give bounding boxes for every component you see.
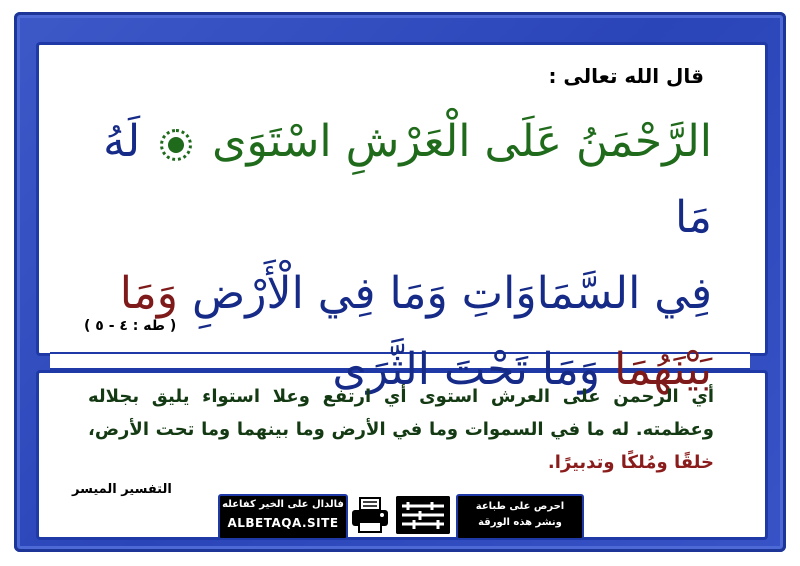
verse-segment: لَهُ مَا — [103, 116, 712, 243]
site-url: ALBETAQA.SITE — [227, 516, 339, 530]
quran-verse — [68, 104, 712, 408]
verse-segment: بَيْنَهُمَا — [614, 344, 712, 395]
dawa-paper-logo — [396, 496, 450, 534]
printer-icon — [350, 496, 390, 534]
appeal-line-2: ونشر هذه الورقة — [478, 517, 562, 528]
verse-segment: فِي السَّمَاوَاتِ وَمَا فِي الْأَرْضِ — [192, 268, 712, 319]
tafsir-text — [88, 380, 714, 479]
tafsir-body: أي الرحمن على العرش استوى أي ارتفع وعلا استواء يليق بجلاله وعظمته. له ما في السموات وما في الأرض وما بينهما وما تحت الأرض، — [88, 386, 714, 440]
verse-line-1 — [68, 104, 712, 256]
intro-text: قال الله تعالى : — [548, 64, 704, 88]
tafsir-source: التفسير الميسر — [72, 482, 172, 497]
tafsir-highlight: خلقًا ومُلكًا وتدبيرًا. — [547, 452, 714, 473]
site-badge — [218, 494, 348, 540]
print-appeal-badge — [456, 494, 584, 540]
hadith-text: فالدال على الخير كفاعله — [222, 499, 344, 510]
verse-end-icon — [160, 129, 192, 161]
verse-segment: وَمَا تَحْتَ الثَّرَى — [332, 344, 601, 395]
verse-segment: الرَّحْمَنُ عَلَى الْعَرْشِ اسْتَوَى — [212, 116, 712, 167]
appeal-line-1: احرص على طباعة — [475, 501, 565, 512]
verse-reference: ( طه : ٤ - ٥ ) — [84, 318, 177, 334]
verse-segment: وَمَا — [119, 268, 179, 319]
